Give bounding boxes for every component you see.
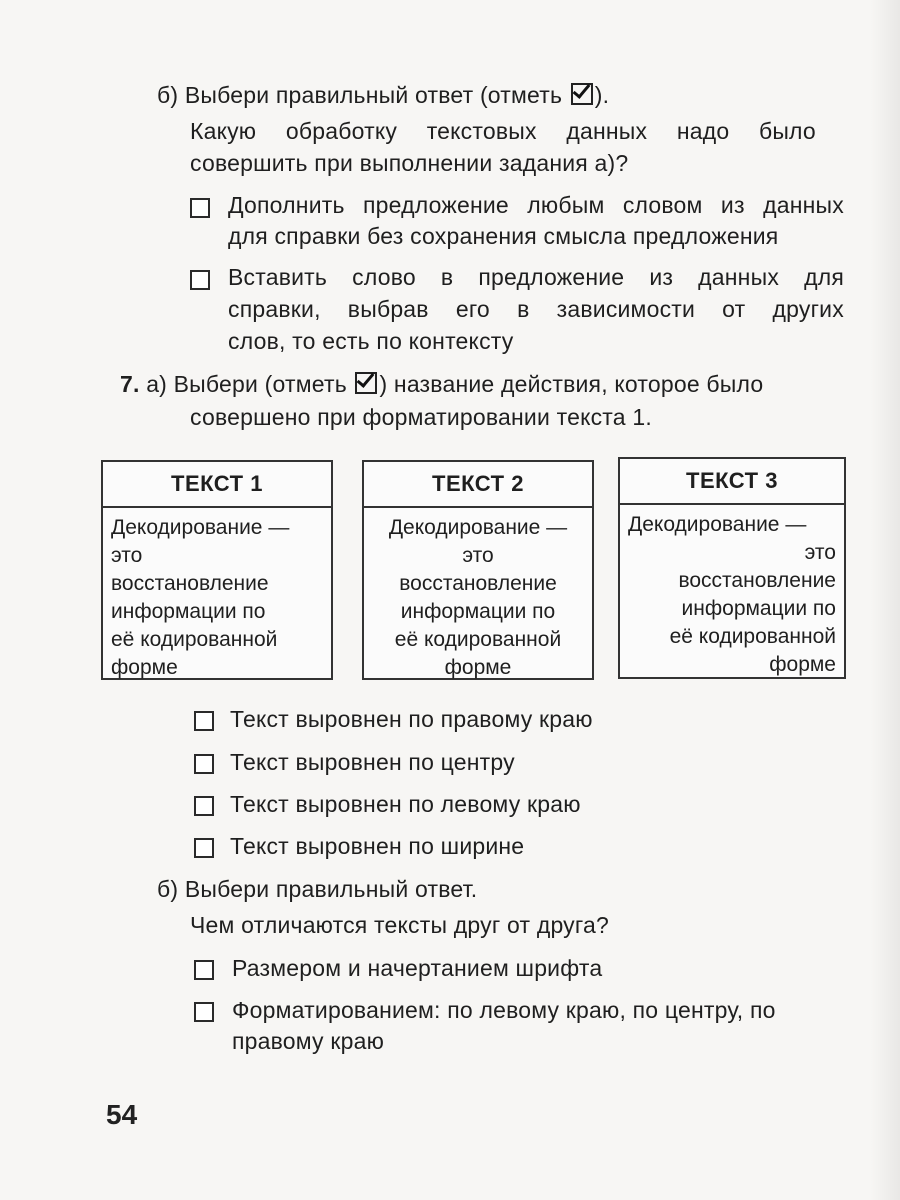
section-6b-question-line1: Какую обработку текстовых данных надо было — [190, 118, 816, 144]
option-left-align: Текст выровнен по левому краю — [230, 791, 581, 817]
option-checkbox[interactable] — [194, 796, 214, 816]
page-number: 54 — [106, 1099, 138, 1130]
section-6b-question-line2: совершить при выполнении задания а)? — [190, 150, 629, 176]
text-line: её кодированной — [669, 625, 836, 648]
option-checkbox[interactable] — [190, 270, 210, 290]
text-line: восстановление — [678, 569, 836, 592]
option-right-align: Текст выровнен по правому краю — [230, 706, 593, 732]
section-6b-option2-line2: справки, выбрав его в зависимости от других — [228, 296, 844, 322]
text-box-1 — [101, 460, 333, 680]
text-line: информации по — [400, 600, 556, 623]
option-checkbox[interactable] — [194, 711, 214, 731]
task-number: 7. — [120, 371, 140, 397]
section-6b-option1-line1: Дополнить предложение любым словом из данных — [228, 192, 844, 218]
option-checkbox[interactable] — [194, 1002, 214, 1022]
option-checkbox[interactable] — [194, 838, 214, 858]
text-line: Декодирование — — [388, 516, 568, 539]
page-edge-shadow — [870, 0, 900, 1200]
text-line: форме — [444, 656, 512, 679]
option-center-align: Текст выровнен по центру — [230, 749, 515, 775]
text-line: форме — [111, 656, 178, 679]
section-6b-option2-line1: Вставить слово в предложение из данных для — [228, 264, 844, 290]
text-line: это — [804, 541, 836, 564]
text-line: это — [462, 544, 494, 567]
text-box-title: ТЕКСТ 2 — [364, 462, 592, 508]
option-checkbox[interactable] — [194, 960, 214, 980]
text-line: восстановление — [399, 572, 557, 595]
section-6b-option2-line3: слов, то есть по контексту — [228, 328, 514, 354]
section-7b-question: Чем отличаются тексты друг от друга? — [190, 912, 609, 938]
text-box-title: ТЕКСТ 1 — [103, 462, 331, 508]
task-7-label: 7. а) Выбери (отметь ) название действия, которое было — [120, 371, 764, 397]
section-6b-label: б) Выбери правильный ответ (отметь ). — [157, 82, 610, 108]
text-line: это — [111, 544, 143, 567]
checkmark-icon — [355, 372, 377, 394]
section-7b-option2-line1: Форматированием: по левому краю, по центру, по — [232, 997, 776, 1023]
option-checkbox[interactable] — [190, 198, 210, 218]
option-justify-align: Текст выровнен по ширине — [230, 833, 525, 859]
section-7b-label: б) Выбери правильный ответ. — [157, 876, 478, 902]
text-line: её кодированной — [394, 628, 562, 651]
text-line: восстановление — [111, 572, 269, 595]
text-box-3 — [618, 457, 846, 679]
text-box-2 — [362, 460, 594, 680]
section-7b-option2-line2: правому краю — [232, 1028, 385, 1054]
section-6b-option1-line2: для справки без сохранения смысла предложения — [228, 223, 779, 249]
text-box-title: ТЕКСТ 3 — [620, 459, 844, 505]
text-line: Декодирование — — [628, 513, 807, 536]
checkmark-icon — [571, 83, 593, 105]
text-line: информации по — [111, 600, 266, 623]
text-line: Декодирование — — [111, 516, 290, 539]
text-line: её кодированной — [111, 628, 278, 651]
option-checkbox[interactable] — [194, 754, 214, 774]
text-line: форме — [769, 653, 836, 676]
task-7-label-line2: совершено при форматировании текста 1. — [190, 404, 652, 430]
section-7b-option1: Размером и начертанием шрифта — [232, 955, 603, 981]
text-line: информации по — [681, 597, 836, 620]
